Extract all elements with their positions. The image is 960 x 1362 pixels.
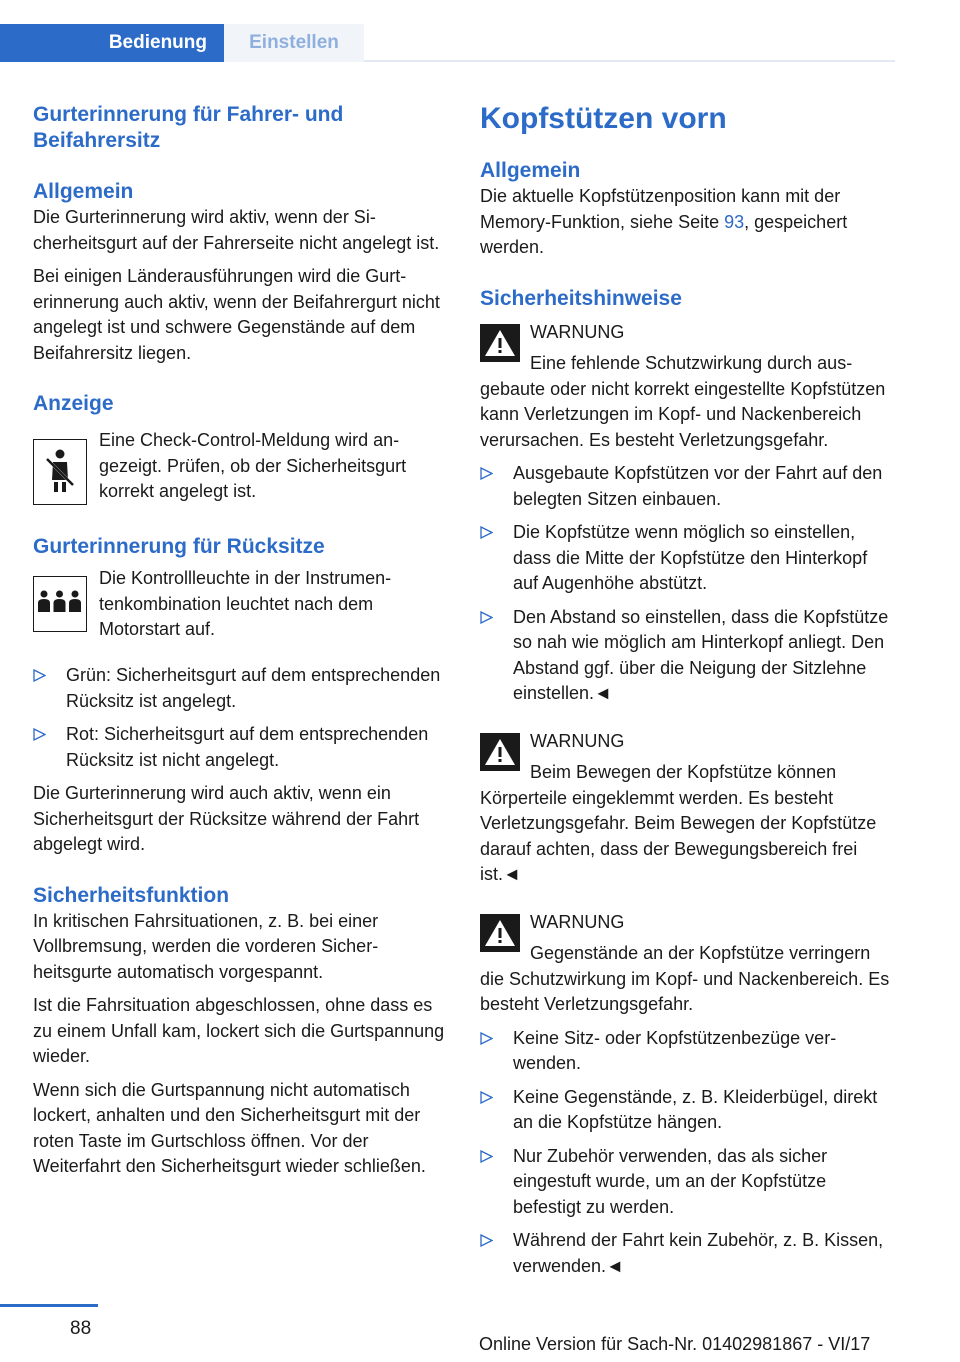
list-item-text: Nur Zubehör verwenden, das als sicher eingestuft wurde, um an der Kopfstütze befestigt zu werden. — [513, 1145, 828, 1217]
ruecksitze-text: Die Kontrollleuchte in der Instrumentenkombination leuchtet nach dem Motorstart auf. — [99, 568, 392, 639]
section-heading-ruecksitze: Gurterinnerung für Rücksitze — [33, 535, 325, 558]
section-heading-kopfstuetzen: Kopfstützen vorn — [480, 102, 727, 135]
anzeige-block — [33, 428, 449, 513]
paragraph — [480, 184, 896, 261]
warning-block — [480, 320, 896, 454]
triangle-bullet-icon — [480, 1032, 493, 1045]
warning-triangle-icon — [480, 324, 520, 362]
ruecksitze-block — [33, 566, 449, 650]
warning-label: WARNUNG — [530, 911, 625, 932]
paragraph: Die Gurterinnerung wird aktiv, wenn der Sicherheitsgurt auf der Fahrerseite nicht angelegt ist. — [33, 207, 440, 253]
warning-triangle-icon — [480, 733, 520, 771]
subheading-sicherheitshinweise: Sicherheitshinweise — [480, 286, 682, 310]
warning-1-bullet-list — [480, 461, 896, 707]
list-item-text: Rot: Sicherheitsgurt auf dem entsprechenden Rücksitz ist nicht angelegt. — [66, 724, 429, 770]
paragraph: Ist die Fahrsituation abgeschlossen, ohne dass es zu einem Unfall kam, lockert sich die Gurtspannung wieder. — [33, 995, 445, 1066]
list-item — [480, 1026, 896, 1077]
rear-seat-belt-indicator-icon — [33, 576, 87, 632]
list-item-text: Keine Gegenstände, z. B. Kleiderbügel, direkt an die Kopfstütze hängen. — [513, 1086, 878, 1132]
triangle-bullet-icon — [480, 467, 493, 480]
page-link-93[interactable]: 93 — [724, 211, 745, 232]
list-item — [480, 605, 896, 707]
list-item — [33, 663, 449, 714]
paragraph: Bei einigen Länderausführungen wird die Gurterinnerung auch aktiv, wenn der Beifahrergurt nicht angelegt ist und schwere Gegenstände auf dem Beifahrersitz liegen. — [33, 266, 440, 363]
text-span: Die aktuelle Kopfstützenposition kann mit der Memory-Funktion, siehe Seite — [480, 186, 841, 232]
triangle-bullet-icon — [33, 728, 46, 741]
list-item — [480, 1144, 896, 1221]
list-item — [33, 722, 449, 773]
list-item-text: Den Abstand so einstellen, dass die Kopfstütze so nah wie möglich am Hinterkopf anliegt. Den Abstand ggf. über die Neigung der Sitzlehne einstellen.◄ — [513, 606, 889, 703]
triangle-bullet-icon — [480, 611, 493, 624]
list-item — [480, 520, 896, 597]
triangle-bullet-icon — [480, 526, 493, 539]
list-item — [480, 1085, 896, 1136]
paragraph: In kritischen Fahrsituationen, z. B. bei einer Vollbremsung, werden die vorderen Sicherheitsgurte automatisch vorgespannt. — [33, 910, 379, 982]
warning-block — [480, 729, 896, 888]
warning-block — [480, 910, 896, 1018]
page-number: 88 — [70, 1318, 92, 1339]
subheading-allgemein-right: Allgemein — [480, 159, 581, 182]
left-column — [33, 100, 449, 1180]
online-version-note: Online Version für Sach-Nr. 01402981867 - VI/17 — [479, 1334, 871, 1354]
warning-label: WARNUNG — [530, 730, 625, 751]
paragraph: Die Gurterinnerung wird auch aktiv, wenn ein Sicherheitsgurt der Rücksitze während der Fahrt abgelegt wird. — [33, 783, 420, 854]
list-item-text: Die Kopfstütze wenn möglich so einstellen, dass die Mitte der Kopfstütze den Hinterkopf auf Augenhöhe abstützt. — [513, 522, 868, 593]
anzeige-text: Eine Check-Control-Meldung wird angezeigt. Prüfen, ob der Sicherheitsgurt korrekt angelegt ist. — [99, 430, 407, 501]
ruecksitze-bullet-list — [33, 663, 449, 773]
chapter-tabs — [0, 24, 895, 62]
list-item-text: Grün: Sicherheitsgurt auf dem entsprechenden Rücksitz ist angelegt. — [66, 665, 441, 711]
triangle-bullet-icon — [480, 1234, 493, 1247]
list-item-text: Keine Sitz- oder Kopfstützenbezüge verwenden. — [513, 1027, 837, 1073]
warning-triangle-icon — [480, 914, 520, 952]
warning-label: WARNUNG — [530, 321, 625, 342]
subheading-anzeige: Anzeige — [33, 392, 114, 415]
subheading-allgemein: Allgemein — [33, 180, 134, 203]
list-item — [480, 1228, 896, 1279]
warning-3-bullet-list — [480, 1026, 896, 1280]
section-heading-gurterinnerung-vorne: Gurterinnerung für Fahrer- und Beifahrersitz — [33, 103, 344, 152]
triangle-bullet-icon — [480, 1091, 493, 1104]
footer-accent-line — [0, 1304, 98, 1307]
triangle-bullet-icon — [480, 1150, 493, 1163]
warning-text: Eine fehlende Schutzwirkung durch ausgebaute oder nicht korrekt eingestellte Kopfstützen kann Verletzungen im Kopf- und Nackenbereich verursachen. Es besteht Verletzungsgefahr. — [480, 353, 886, 450]
list-item-text: Ausgebaute Kopfstützen vor der Fahrt auf den belegten Sitzen einbauen. — [513, 463, 883, 509]
warning-text: Gegenstände an der Kopfstütze verringern die Schutzwirkung im Kopf- und Nackenbereich. Es besteht Verletzungsgefahr. — [480, 943, 890, 1014]
seatbelt-warning-icon — [33, 439, 87, 505]
paragraph: Wenn sich die Gurtspannung nicht automatisch lockert, anhalten und den Sicherheitsgurt mit der roten Taste im Gurtschloss öffnen. Vor der Weiterfahrt den Sicherheitsgurt wieder schließen. — [33, 1079, 426, 1176]
right-column — [480, 100, 896, 1279]
list-item-text: Während der Fahrt kein Zubehör, z. B. Kissen, verwenden.◄ — [513, 1230, 884, 1276]
warning-text: Beim Bewegen der Kopfstütze können Körperteile eingeklemmt werden. Es besteht Verletzungsgefahr. Beim Bewegen der Kopfstütze darauf achten, dass der Bewegungsbereich frei ist.◄ — [480, 762, 877, 884]
subheading-sicherheitsfunktion: Sicherheitsfunktion — [33, 883, 230, 907]
list-item — [480, 461, 896, 512]
tab-bedienung[interactable]: Bedienung — [0, 24, 224, 62]
triangle-bullet-icon — [33, 669, 46, 682]
tab-einstellen[interactable]: Einstellen — [224, 24, 364, 62]
text-span: , gespeichert werden. — [480, 211, 848, 257]
